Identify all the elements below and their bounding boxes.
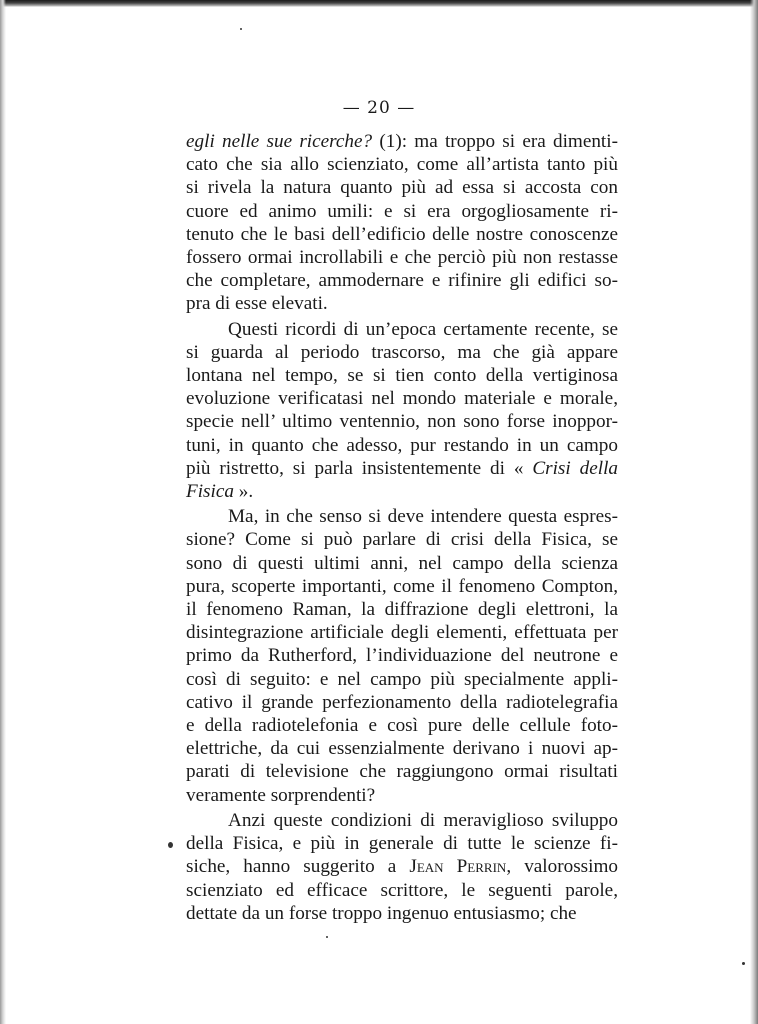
text-run: della Fisica, e più in generale di tutte le scienze fi- <box>186 833 618 855</box>
text-run: pura, scoperte importanti, come il fenomeno Compton, <box>186 575 618 597</box>
ink-speck <box>326 936 328 938</box>
text-run: siche, hanno suggerito a <box>186 856 410 878</box>
text-run: tuni, in quanto che adesso, pur restando in un campo <box>186 434 618 456</box>
text-run: , valorossimo <box>506 856 618 878</box>
text-line <box>186 855 618 878</box>
text-line <box>186 528 618 551</box>
text-run: disintegrazione artificiale degli elementi, effettuata per <box>186 622 618 644</box>
text-run: si guarda al periodo trascorso, ma che già appare <box>186 341 618 363</box>
text-line <box>186 269 618 292</box>
text-run: Questi ricordi di un’epoca certamente recente, se <box>228 318 618 340</box>
text-line <box>186 691 618 714</box>
text-line <box>186 223 618 246</box>
text-line <box>186 364 618 387</box>
ink-speck <box>742 962 745 965</box>
text-line <box>186 575 618 598</box>
text-run: così di seguito: e nel campo più specialmente appli- <box>186 668 618 690</box>
text-line <box>186 668 618 691</box>
text-line <box>186 784 618 807</box>
text-line <box>186 153 618 176</box>
text-run: sono di questi ultimi anni, nel campo della scienza <box>186 552 618 574</box>
text-run: parati di televisione che raggiungono ormai risultati <box>186 761 618 783</box>
text-line <box>186 809 618 832</box>
text-run: ». <box>233 481 254 503</box>
text-line <box>186 387 618 410</box>
italic-text: egli nelle sue ricerche? <box>186 131 373 152</box>
text-run: lontana nel tempo, se si tien conto della vertiginosa <box>186 365 618 387</box>
text-run: cuore ed animo umili: e si era orgogliosamente ri- <box>186 200 618 222</box>
ink-speck <box>168 842 173 848</box>
paragraph <box>186 318 618 504</box>
italic-text: Fisica <box>186 481 234 503</box>
text-line <box>186 130 618 153</box>
text-run: veramente sorprendenti? <box>186 784 376 806</box>
text-line <box>186 737 618 760</box>
text-run: dettate da un forse troppo ingenuo entusiasmo; che <box>186 902 577 924</box>
text-line <box>186 200 618 223</box>
text-line <box>186 480 618 503</box>
text-line <box>186 832 618 855</box>
text-line <box>186 505 618 528</box>
text-run: evoluzione verificatasi nel mondo materiale e morale, <box>186 388 618 410</box>
text-line <box>186 434 618 457</box>
text-run: elettriche, da cui essenzialmente derivano i nuovi ap- <box>186 738 618 760</box>
text-line <box>186 176 618 199</box>
text-run: Anzi queste condizioni di meraviglioso sviluppo <box>228 809 618 831</box>
text-run: specie nell’ ultimo ventennio, non sono forse inoppor- <box>186 411 618 433</box>
text-run: che completare, ammodernare e rifinire gli edifici so- <box>186 270 618 292</box>
scan-border-left <box>0 0 6 1024</box>
text-run: si rivela la natura quanto più ad essa si accosta con <box>186 177 618 199</box>
text-run: tenuto che le basi dell’edificio delle nostre conoscenze <box>186 223 618 245</box>
paragraph <box>186 505 618 807</box>
text-line <box>186 410 618 433</box>
text-run: sione? Come si può parlare di crisi della Fisica, se <box>186 529 618 551</box>
text-line <box>186 902 618 925</box>
body-text <box>186 130 618 925</box>
text-run: e della radiotelefonia e così pure delle cellule foto- <box>186 715 618 737</box>
ink-speck <box>240 28 242 30</box>
text-line <box>186 598 618 621</box>
page-number: — 20 — <box>342 98 416 118</box>
text-line <box>186 714 618 737</box>
text-line <box>186 644 618 667</box>
text-line <box>186 292 618 315</box>
text-line <box>186 552 618 575</box>
text-line <box>186 246 618 269</box>
text-run: cato che sia allo scienziato, come all’artista tanto più <box>186 154 618 176</box>
text-run: più ristretto, si parla insistentemente di « <box>186 457 533 479</box>
scan-border-top <box>0 0 758 7</box>
text-line <box>186 457 618 480</box>
text-run: primo da Rutherford, l’individuazione del neutrone e <box>186 645 618 667</box>
text-run: pra di esse elevati. <box>186 293 328 315</box>
text-line <box>186 318 618 341</box>
text-run: Ma, in che senso si deve intendere questa espres- <box>228 506 618 528</box>
paragraph <box>186 809 618 925</box>
paragraph <box>186 130 618 316</box>
text-run: cativo il grande perfezionamento della radiotelegrafia <box>186 691 618 713</box>
text-line <box>186 341 618 364</box>
text-line <box>186 621 618 644</box>
italic-text: Crisi della <box>532 457 618 479</box>
text-run: (1): ma troppo si era dimenti- <box>372 131 618 152</box>
text-run: scienziato ed efficace scrittore, le seguenti parole, <box>186 879 618 901</box>
scan-border-right <box>750 0 758 1024</box>
small-caps-name: Jean Perrin <box>409 856 507 878</box>
text-line <box>186 760 618 783</box>
text-run: fossero ormai incrollabili e che perciò più non restasse <box>186 247 618 269</box>
text-run: il fenomeno Raman, la diffrazione degli elettroni, la <box>186 599 618 621</box>
text-line <box>186 879 618 902</box>
